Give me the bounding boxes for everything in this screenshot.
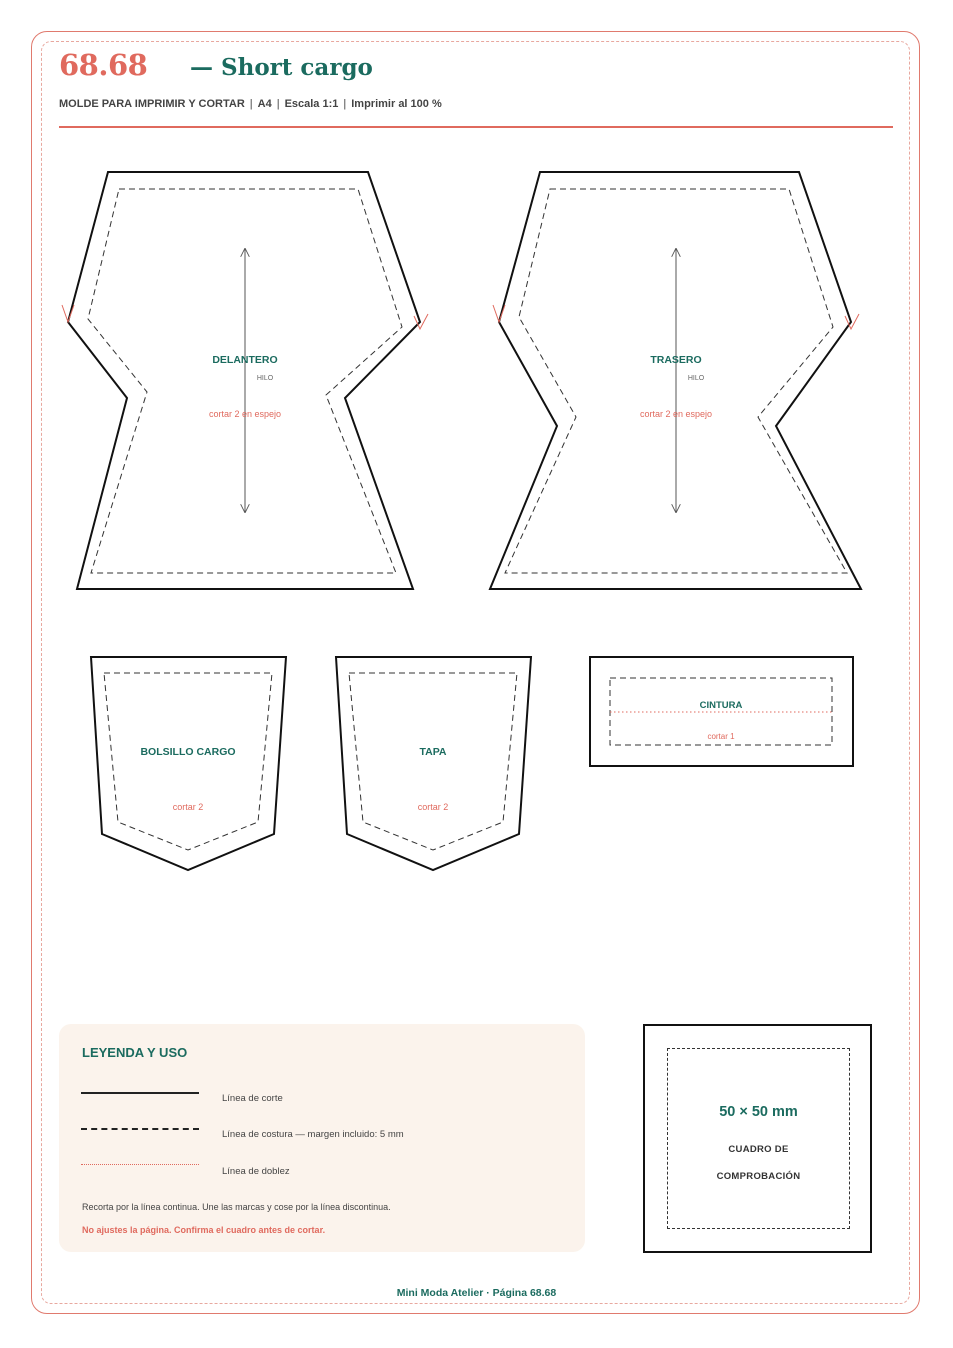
grain-label: HILO <box>687 375 705 382</box>
cut-line <box>336 657 531 870</box>
piece-name: CINTURA <box>699 700 743 711</box>
cut-instruction: cortar 1 <box>707 732 735 741</box>
legend-warning: No ajustes la página. Confirma el cuadro antes de cortar. <box>82 1225 326 1235</box>
piece-bolsillo-cargo <box>91 657 286 870</box>
footer: Mini Moda Atelier · Página 68.68 <box>396 1287 557 1299</box>
legend-fold-line-sample <box>81 1164 199 1165</box>
cut-instruction: cortar 2 en espejo <box>639 409 713 419</box>
piece-name: TRASERO <box>650 354 702 366</box>
seam-line <box>104 673 272 850</box>
piece-trasero <box>490 172 861 589</box>
legend-cut-line-sample <box>81 1092 199 1094</box>
piece-name: TAPA <box>419 746 447 758</box>
legend-fold-label: Línea de doblez <box>222 1166 290 1177</box>
cut-instruction: cortar 2 <box>417 802 449 812</box>
separator: | <box>343 98 347 110</box>
seam-line <box>349 673 517 850</box>
check-square-inner <box>667 1048 850 1229</box>
cut-line <box>68 172 420 589</box>
subtitle-mode: MOLDE PARA IMPRIMIR Y CORTAR <box>59 98 245 110</box>
grain-label: HILO <box>256 375 274 382</box>
legend-panel <box>59 1024 585 1252</box>
legend-seam-label: Línea de costura — margen incluido: 5 mm <box>222 1129 404 1140</box>
check-square-label-2: COMPROBACIÓN <box>716 1171 801 1182</box>
cut-line <box>91 657 286 870</box>
check-square-label-1: CUADRO DE <box>728 1144 789 1155</box>
legend-seam-line-sample <box>81 1128 199 1130</box>
separator: | <box>276 98 280 110</box>
piece-name: BOLSILLO CARGO <box>140 746 236 758</box>
subtitle-paper: A4 <box>257 98 272 110</box>
cut-line <box>590 657 853 766</box>
separator: | <box>249 98 253 110</box>
legend-title: LEYENDA Y USO <box>82 1045 188 1060</box>
check-square-size: 50 × 50 mm <box>719 1104 798 1120</box>
legend-cut-label: Línea de corte <box>222 1093 283 1104</box>
subtitle-scale: Escala 1:1 <box>284 98 339 110</box>
page-number: 68.68 <box>59 48 148 82</box>
piece-cintura <box>590 657 853 766</box>
check-square <box>643 1024 872 1253</box>
piece-name: DELANTERO <box>212 354 278 366</box>
piece-delantero <box>62 172 428 589</box>
piece-tapa <box>336 657 531 870</box>
cut-instruction: cortar 2 <box>172 802 204 812</box>
subtitle-print: Imprimir al 100 % <box>351 98 442 110</box>
page-title: — Short cargo <box>190 54 373 81</box>
legend-note: Recorta por la línea continua. Une las marcas y cose por la línea discontinua. <box>82 1202 391 1212</box>
cut-instruction: cortar 2 en espejo <box>208 409 282 419</box>
